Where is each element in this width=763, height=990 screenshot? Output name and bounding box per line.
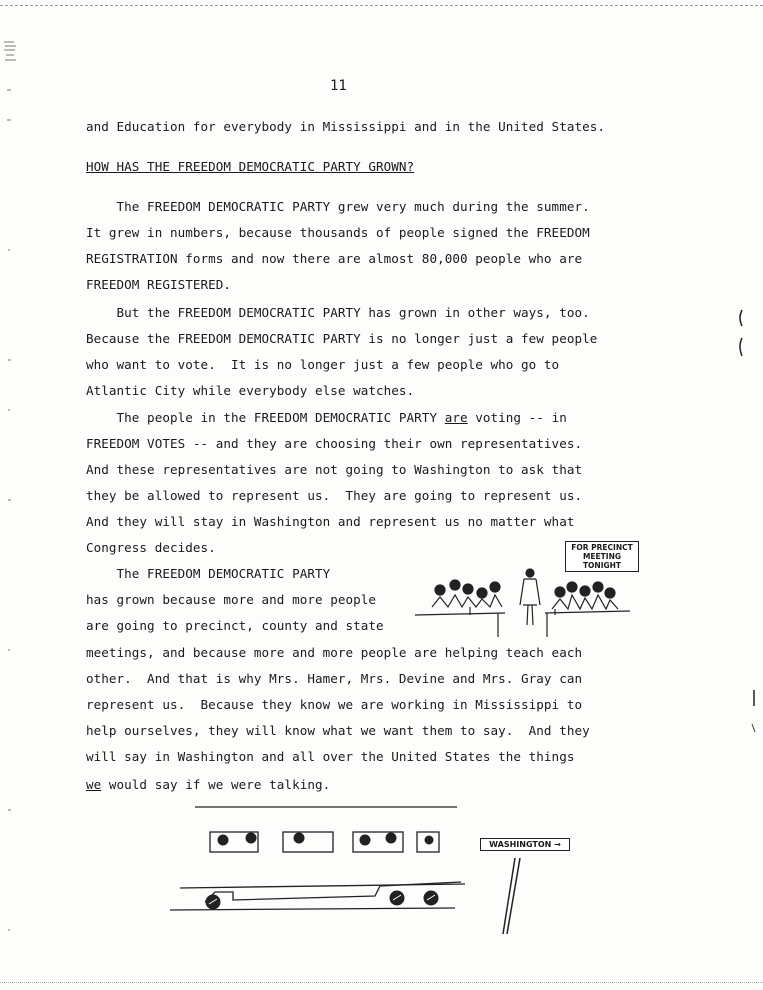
washington-signpost [495, 856, 525, 936]
text-line-14: they be allowed to represent us. They are going to represent us. [86, 488, 583, 503]
text-line-21: other. And that is why Mrs. Hamer, Mrs. Devine and Mrs. Gray can [86, 671, 583, 686]
text-line-11-part-1: The people in the FREEDOM DEMOCRATIC PARTY [86, 410, 445, 425]
bus-illustration [165, 800, 465, 920]
text-line-5: REGISTRATION forms and now there are almost 80,000 people who are [86, 251, 583, 266]
text-line-25-part-2: would say if we were talking. [101, 777, 331, 792]
right-margin-brackets [728, 300, 758, 370]
text-line-25 [86, 777, 330, 792]
washington-sign: WASHINGTON → [480, 838, 570, 851]
text-line-3: The FREEDOM DEMOCRATIC PARTY grew very much during the summer. [86, 199, 590, 214]
text-line-15: And they will stay in Washington and represent us no matter what [86, 514, 575, 529]
left-margin-marks [2, 30, 18, 960]
text-line-7: But the FREEDOM DEMOCRATIC PARTY has grown in other ways, too. [86, 305, 590, 320]
text-line-1: and Education for everybody in Mississippi and in the United States. [86, 119, 605, 134]
text-line-13: And these representatives are not going to Washington to ask that [86, 462, 583, 477]
right-margin-ticks [744, 688, 763, 738]
text-line-18: has grown because more and more people [86, 592, 377, 607]
bottom-edge-border [0, 982, 763, 983]
text-line-8: Because the FREEDOM DEMOCRATIC PARTY is no longer just a few people [86, 331, 598, 346]
top-edge-border [0, 5, 763, 6]
text-line-23: help ourselves, they will know what we want them to say. And they [86, 723, 590, 738]
text-line-16: Congress decides. [86, 540, 216, 555]
page-number: 11 [330, 78, 347, 94]
emphasis-are: are [444, 410, 468, 425]
text-line-9: who want to vote. It is no longer just a few people who go to [86, 357, 560, 372]
meeting-sign-line-1: FOR PRECINCT [571, 543, 633, 552]
text-line-17: The FREEDOM DEMOCRATIC PARTY [86, 566, 331, 581]
meeting-illustration [410, 565, 640, 645]
section-heading: HOW HAS THE FREEDOM DEMOCRATIC PARTY GROWN? [86, 159, 415, 174]
text-line-6: FREEDOM REGISTERED. [86, 277, 232, 292]
meeting-sign-line-2: MEETING [582, 552, 622, 561]
text-line-11 [86, 410, 567, 425]
text-line-19: are going to precinct, county and state [86, 618, 384, 633]
text-line-20: meetings, and because more and more people are helping teach each [86, 645, 583, 660]
emphasis-we: we [86, 777, 102, 792]
text-line-22: represent us. Because they know we are working in Mississippi to [86, 697, 583, 712]
text-line-12: FREEDOM VOTES -- and they are choosing their own representatives. [86, 436, 583, 451]
text-line-4: It grew in numbers, because thousands of people signed the FREEDOM [86, 225, 590, 240]
meeting-sign-line-3: TONIGHT [582, 561, 622, 570]
text-line-11-part-3: voting -- in [467, 410, 567, 425]
text-line-24: will say in Washington and all over the United States the things [86, 749, 575, 764]
text-line-10: Atlantic City while everybody else watches. [86, 383, 415, 398]
